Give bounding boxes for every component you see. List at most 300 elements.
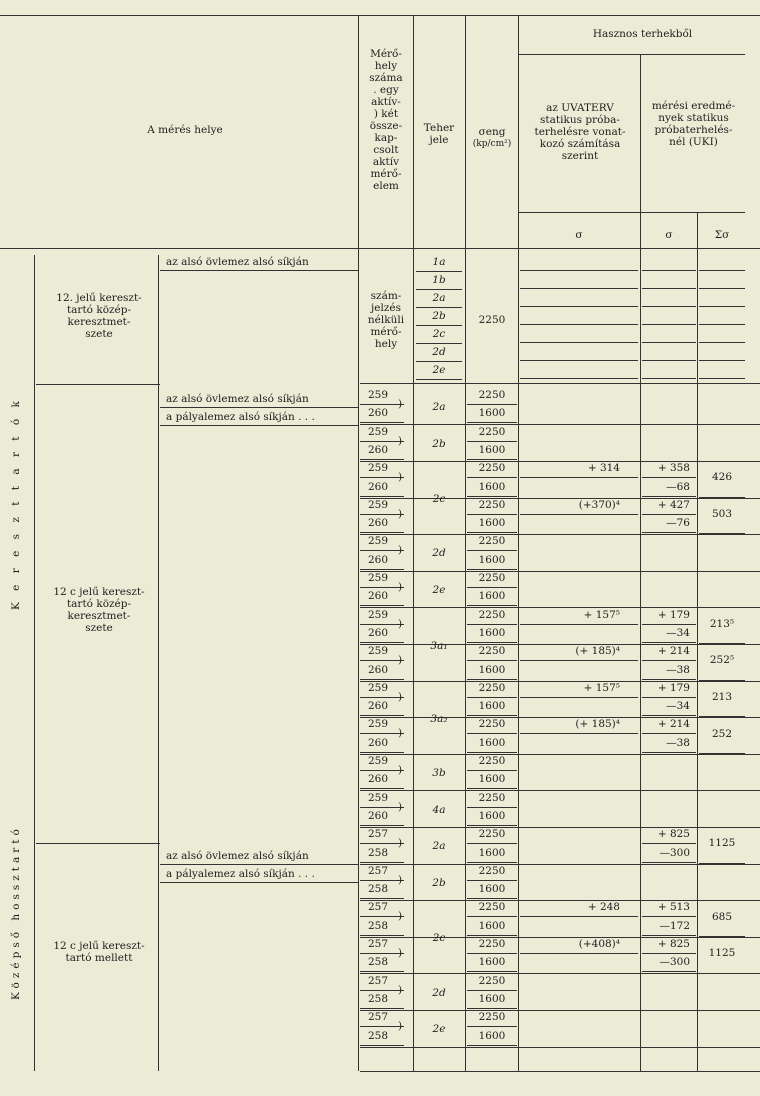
place-label: szete xyxy=(85,622,113,634)
rule-line xyxy=(467,679,517,680)
rule-line xyxy=(699,533,745,534)
load-id: 2d xyxy=(432,346,446,358)
load-id: 2e xyxy=(432,584,446,596)
rule-line xyxy=(467,953,517,954)
seng-value: 2250 xyxy=(478,718,506,730)
sum-value: 213⁵ xyxy=(709,618,735,630)
rule-line xyxy=(520,270,638,271)
uvaterv-header-line: kozó számítása xyxy=(539,138,621,150)
uki-header-line: mérési eredmé- xyxy=(651,100,736,112)
rule-line xyxy=(360,1008,404,1009)
rule-line xyxy=(416,343,462,344)
seng-value: 1600 xyxy=(478,810,506,822)
load-id: 4a xyxy=(432,804,446,816)
rule-line xyxy=(699,680,745,681)
rule-line xyxy=(416,379,462,380)
rule-line xyxy=(467,733,517,734)
rule-line xyxy=(520,624,638,625)
rule-line xyxy=(642,953,696,954)
load-id: 1b xyxy=(432,274,446,286)
rule-line xyxy=(360,1045,404,1046)
rule-line xyxy=(360,754,760,755)
rule-line xyxy=(467,404,517,405)
place-label: keresztmet- xyxy=(67,610,131,622)
calc-value: + 157⁵ xyxy=(583,682,620,694)
gauge-id: 258 xyxy=(368,883,389,895)
column-line xyxy=(640,54,641,1071)
uvaterv-header-line: az UVATERV xyxy=(546,102,614,114)
uki-header-line: nyek statikus xyxy=(658,112,729,124)
column-line xyxy=(158,255,159,1071)
rule-line xyxy=(360,825,404,826)
rule-line xyxy=(642,288,696,289)
gauge-id: 259 xyxy=(368,389,389,401)
place-label: 12 c jelű kereszt- xyxy=(53,940,145,952)
gauge-id: 258 xyxy=(368,920,389,932)
seng-value: 1600 xyxy=(478,517,506,529)
rule-line xyxy=(360,459,404,460)
level-label: a pályalemez alsó síkján . . . xyxy=(166,411,315,423)
rule-line xyxy=(699,288,745,289)
sum-value: 685 xyxy=(711,911,733,923)
gauge-id: 257 xyxy=(368,975,389,987)
load-id: 2e xyxy=(432,364,446,376)
rule-line xyxy=(160,425,358,426)
uki-value: —34 xyxy=(666,700,690,712)
level-label: a pályalemez alsó síkján . . . xyxy=(166,868,315,880)
rule-line xyxy=(360,424,760,425)
gauge-id: 259 xyxy=(368,609,389,621)
gauge-id: 260 xyxy=(368,627,389,639)
rule-line xyxy=(642,733,696,734)
rule-line xyxy=(467,532,517,533)
rule-line xyxy=(642,679,696,680)
rule-line xyxy=(416,325,462,326)
rule-line xyxy=(467,605,517,606)
gauge-id: 257 xyxy=(368,1011,389,1023)
seng-value: 1600 xyxy=(478,664,506,676)
seng-value: 1600 xyxy=(478,590,506,602)
section-long-label: Középső hossztartó xyxy=(10,825,22,1000)
place-label: 12. jelű kereszt- xyxy=(56,292,142,304)
rule-line xyxy=(160,270,358,271)
load-header-line: Teher xyxy=(423,122,455,134)
seng-value: 2250 xyxy=(478,426,506,438)
bracket-mark: ) xyxy=(398,874,403,886)
rule-line xyxy=(36,384,160,385)
gauge-id: 257 xyxy=(368,865,389,877)
load-id: 2d xyxy=(432,987,446,999)
rule-line xyxy=(360,1071,760,1072)
load-id: 1a xyxy=(432,256,446,268)
rule-line xyxy=(467,807,517,808)
gauge-id: 260 xyxy=(368,737,389,749)
sum-value: 213 xyxy=(711,691,733,703)
rule-line xyxy=(360,642,404,643)
seng-value: 2250 xyxy=(478,499,506,511)
gauge-id: 257 xyxy=(368,901,389,913)
seng-value: 1600 xyxy=(478,627,506,639)
rule-line xyxy=(467,971,517,972)
gauge-id: 258 xyxy=(368,847,389,859)
rule-line xyxy=(467,422,517,423)
section-cross-label: K e r e s z t t a r t ó k xyxy=(10,397,22,610)
uvaterv-header-line: terhelésre vonat- xyxy=(534,126,626,138)
rule-line xyxy=(416,271,462,272)
gauge-id: 257 xyxy=(368,828,389,840)
calc-value: (+ 185)⁴ xyxy=(575,718,620,730)
uki-header-line: nél (UKI) xyxy=(669,136,718,148)
rule-line xyxy=(360,790,760,791)
sigma-calc-header: σ xyxy=(575,229,583,241)
gauge-header-line: száma xyxy=(369,72,403,84)
sigma-eng-header: σeng xyxy=(478,126,506,138)
rule-line xyxy=(467,990,517,991)
seng-value: 2250 xyxy=(478,1011,506,1023)
seng-value: 1600 xyxy=(478,920,506,932)
rule-line xyxy=(360,605,404,606)
rule-line xyxy=(160,407,358,408)
gauge-id: 259 xyxy=(368,499,389,511)
seng-value: 1600 xyxy=(478,554,506,566)
rule-line xyxy=(642,916,696,917)
rule-line xyxy=(360,571,760,572)
uki-header-line: próbaterhelés- xyxy=(654,124,733,136)
level-label: az alsó övlemez alsó síkján xyxy=(166,393,309,405)
gauge-header-line: össze- xyxy=(369,120,403,132)
load-id: 2a xyxy=(432,401,446,413)
uki-value: —38 xyxy=(666,664,690,676)
rule-line xyxy=(467,441,517,442)
seng-value: 1600 xyxy=(478,956,506,968)
place-label: 12 c jelű kereszt- xyxy=(53,586,145,598)
rule-line xyxy=(520,306,638,307)
rule-line xyxy=(360,752,404,753)
gauge-text: jelzés xyxy=(371,302,401,314)
rule-line xyxy=(520,953,638,954)
rule-line xyxy=(467,843,517,844)
rule-line xyxy=(160,864,358,865)
uki-value: + 825 xyxy=(657,938,690,950)
gauge-header-line: kap- xyxy=(374,132,398,144)
sum-value: 1125 xyxy=(708,837,736,849)
seng-value: 1600 xyxy=(478,773,506,785)
uki-value: —172 xyxy=(659,920,690,932)
rule-line xyxy=(642,624,696,625)
rule-line xyxy=(360,532,404,533)
rule-line xyxy=(360,422,404,423)
rule-line xyxy=(467,660,517,661)
gauge-id: 259 xyxy=(368,718,389,730)
rule-line xyxy=(699,378,745,379)
gauge-header-line: csolt xyxy=(373,144,399,156)
seng-value: 2250 xyxy=(478,314,506,326)
gauge-id: 258 xyxy=(368,993,389,1005)
rule-line xyxy=(467,715,517,716)
uki-value: —76 xyxy=(666,517,690,529)
seng-value: 1600 xyxy=(478,481,506,493)
seng-value: 2250 xyxy=(478,938,506,950)
gauge-header-line: aktív- xyxy=(371,96,401,108)
gauge-id: 259 xyxy=(368,645,389,657)
rule-line xyxy=(699,973,745,974)
load-id: 3b xyxy=(432,767,446,779)
rule-line xyxy=(467,496,517,497)
sum-value: 1125 xyxy=(708,947,736,959)
seng-value: 2250 xyxy=(478,462,506,474)
rule-line xyxy=(360,1010,760,1011)
rule-line xyxy=(360,862,404,863)
rule-line xyxy=(520,477,638,478)
level-label: az alsó övlemez alsó síkján xyxy=(166,850,309,862)
seng-value: 1600 xyxy=(478,883,506,895)
rule-line xyxy=(467,569,517,570)
rule-line xyxy=(642,843,696,844)
sigma-uki-header: σ xyxy=(665,229,673,241)
seng-value: 2250 xyxy=(478,389,506,401)
rule-line xyxy=(699,753,745,754)
sum-value: 503 xyxy=(711,508,733,520)
uvaterv-header-line: statikus próba- xyxy=(540,114,620,126)
column-line xyxy=(358,15,359,1071)
gauge-text: mérő- xyxy=(370,326,402,338)
seng-value: 1600 xyxy=(478,407,506,419)
uki-value: + 825 xyxy=(657,828,690,840)
place-header: A mérés helye xyxy=(147,124,223,136)
sum-value: 426 xyxy=(711,471,733,483)
gauge-header-line: mérő- xyxy=(370,168,402,180)
rule-line xyxy=(360,534,760,535)
gauge-header-line: . egy xyxy=(373,84,399,96)
rule-line xyxy=(360,898,404,899)
gauge-id: 260 xyxy=(368,664,389,676)
rule-line xyxy=(642,324,696,325)
rule-line xyxy=(642,477,696,478)
load-id: 2b xyxy=(432,438,446,450)
gauge-header-line: hely xyxy=(374,60,398,72)
uki-value: + 513 xyxy=(657,901,690,913)
bracket-mark: ) xyxy=(398,910,403,922)
rule-line xyxy=(520,378,638,379)
rule-line xyxy=(467,550,517,551)
gauge-id: 259 xyxy=(368,535,389,547)
seng-value: 1600 xyxy=(478,444,506,456)
rule-line xyxy=(699,497,745,498)
rule-line xyxy=(642,378,696,379)
rule-line xyxy=(642,514,696,515)
gauge-id: 260 xyxy=(368,590,389,602)
calc-value: (+ 185)⁴ xyxy=(575,645,620,657)
rule-line xyxy=(36,843,160,844)
gauge-text: nélküli xyxy=(367,314,405,326)
load-id: 2b xyxy=(432,310,446,322)
uki-value: —38 xyxy=(666,737,690,749)
rule-line xyxy=(360,569,404,570)
rule-line xyxy=(467,697,517,698)
bracket-mark: ) xyxy=(398,435,403,447)
seng-value: 2250 xyxy=(478,792,506,804)
uki-value: —34 xyxy=(666,627,690,639)
rule-line xyxy=(642,862,696,863)
bracket-mark: ) xyxy=(398,618,403,630)
load-id: 2a xyxy=(432,840,446,852)
rule-line xyxy=(699,936,745,937)
rule-line xyxy=(467,514,517,515)
gauge-header-line: elem xyxy=(373,180,399,192)
load-id: 2d xyxy=(432,547,446,559)
rule-line xyxy=(0,248,760,249)
load-header-line: jele xyxy=(429,134,449,146)
gauge-id: 258 xyxy=(368,956,389,968)
rule-line xyxy=(699,863,745,864)
rule-line xyxy=(642,971,696,972)
rule-line xyxy=(642,752,696,753)
rule-line xyxy=(360,827,760,828)
rule-line xyxy=(699,643,745,644)
gauge-id: 259 xyxy=(368,755,389,767)
rule-line xyxy=(642,306,696,307)
rule-line xyxy=(520,697,638,698)
bracket-mark: ) xyxy=(398,691,403,703)
bracket-mark: ) xyxy=(398,398,403,410)
rule-line xyxy=(699,324,745,325)
sum-header: Σσ xyxy=(714,229,730,241)
seng-value: 2250 xyxy=(478,828,506,840)
gauge-header-line: ) két xyxy=(373,108,399,120)
uki-value: —300 xyxy=(659,847,690,859)
seng-value: 2250 xyxy=(478,645,506,657)
bracket-mark: ) xyxy=(398,1020,403,1032)
seng-value: 2250 xyxy=(478,535,506,547)
rule-line xyxy=(518,54,745,55)
rule-line xyxy=(467,898,517,899)
gauge-id: 260 xyxy=(368,407,389,419)
bracket-mark: ) xyxy=(398,764,403,776)
uki-value: —300 xyxy=(659,956,690,968)
rule-line xyxy=(360,971,404,972)
level-label: az alsó övlemez alsó síkján xyxy=(166,256,309,268)
column-line xyxy=(34,255,35,1071)
gauge-id: 259 xyxy=(368,682,389,694)
load-id: 3a₁ xyxy=(430,640,448,652)
gauge-id: 259 xyxy=(368,426,389,438)
rule-line xyxy=(467,1008,517,1009)
gauge-text: hely xyxy=(374,338,398,350)
rule-line xyxy=(520,660,638,661)
column-line xyxy=(465,15,466,1071)
rule-line xyxy=(699,360,745,361)
sum-value: 252⁵ xyxy=(709,654,735,666)
bracket-mark: ) xyxy=(398,544,403,556)
calc-value: + 248 xyxy=(587,901,620,913)
bracket-mark: ) xyxy=(398,727,403,739)
seng-value: 2250 xyxy=(478,755,506,767)
rule-line xyxy=(642,660,696,661)
gauge-id: 259 xyxy=(368,462,389,474)
gauge-id: 259 xyxy=(368,572,389,584)
calc-value: (+370)⁴ xyxy=(578,499,620,511)
rule-line xyxy=(518,212,745,213)
sum-value: 252 xyxy=(711,728,733,740)
gauge-id: 260 xyxy=(368,444,389,456)
rule-line xyxy=(520,288,638,289)
rule-line xyxy=(360,864,760,865)
rule-line xyxy=(642,697,696,698)
rule-line xyxy=(642,496,696,497)
calc-value: (+408)⁴ xyxy=(578,938,620,950)
place-label: tartó közép- xyxy=(66,304,132,316)
unit-header: (kp/cm²) xyxy=(472,139,512,149)
rule-line xyxy=(520,324,638,325)
seng-value: 2250 xyxy=(478,572,506,584)
rule-line xyxy=(642,360,696,361)
calc-value: + 314 xyxy=(587,462,620,474)
rule-line xyxy=(467,916,517,917)
uki-value: + 179 xyxy=(657,682,690,694)
rule-line xyxy=(699,270,745,271)
bracket-mark: ) xyxy=(398,984,403,996)
seng-value: 2250 xyxy=(478,865,506,877)
load-id: 3a₂ xyxy=(430,713,448,725)
rule-line xyxy=(642,270,696,271)
uki-value: + 179 xyxy=(657,609,690,621)
rule-line xyxy=(360,607,760,608)
uki-value: + 214 xyxy=(657,645,690,657)
rule-line xyxy=(360,679,404,680)
rule-line xyxy=(360,935,404,936)
gauge-id: 260 xyxy=(368,481,389,493)
rule-line xyxy=(642,715,696,716)
place-label: tartó mellett xyxy=(65,952,133,964)
rule-line xyxy=(416,307,462,308)
bracket-mark: ) xyxy=(398,581,403,593)
seng-value: 2250 xyxy=(478,975,506,987)
uki-value: + 214 xyxy=(657,718,690,730)
rule-line xyxy=(467,459,517,460)
rule-line xyxy=(699,342,745,343)
rule-line xyxy=(160,882,358,883)
gauge-header-line: aktív xyxy=(372,156,400,168)
rule-line xyxy=(642,642,696,643)
gauge-text: szám- xyxy=(370,290,402,302)
rule-line xyxy=(642,935,696,936)
gauge-id: 258 xyxy=(368,1030,389,1042)
rule-line xyxy=(467,788,517,789)
rule-line xyxy=(520,733,638,734)
gauge-id: 260 xyxy=(368,700,389,712)
rule-line xyxy=(467,477,517,478)
seng-value: 1600 xyxy=(478,847,506,859)
rule-line xyxy=(360,788,404,789)
rule-line xyxy=(467,1045,517,1046)
rule-line xyxy=(467,642,517,643)
rule-line xyxy=(467,587,517,588)
rule-line xyxy=(467,752,517,753)
seng-value: 1600 xyxy=(478,993,506,1005)
uki-value: + 358 xyxy=(657,462,690,474)
gauge-id: 260 xyxy=(368,810,389,822)
rule-line xyxy=(642,342,696,343)
rule-line xyxy=(360,1047,760,1048)
rule-line xyxy=(467,862,517,863)
seng-value: 1600 xyxy=(478,700,506,712)
uki-value: —68 xyxy=(666,481,690,493)
load-id: 2b xyxy=(432,877,446,889)
bracket-mark: ) xyxy=(398,837,403,849)
bracket-mark: ) xyxy=(398,947,403,959)
bracket-mark: ) xyxy=(398,654,403,666)
seng-value: 2250 xyxy=(478,609,506,621)
